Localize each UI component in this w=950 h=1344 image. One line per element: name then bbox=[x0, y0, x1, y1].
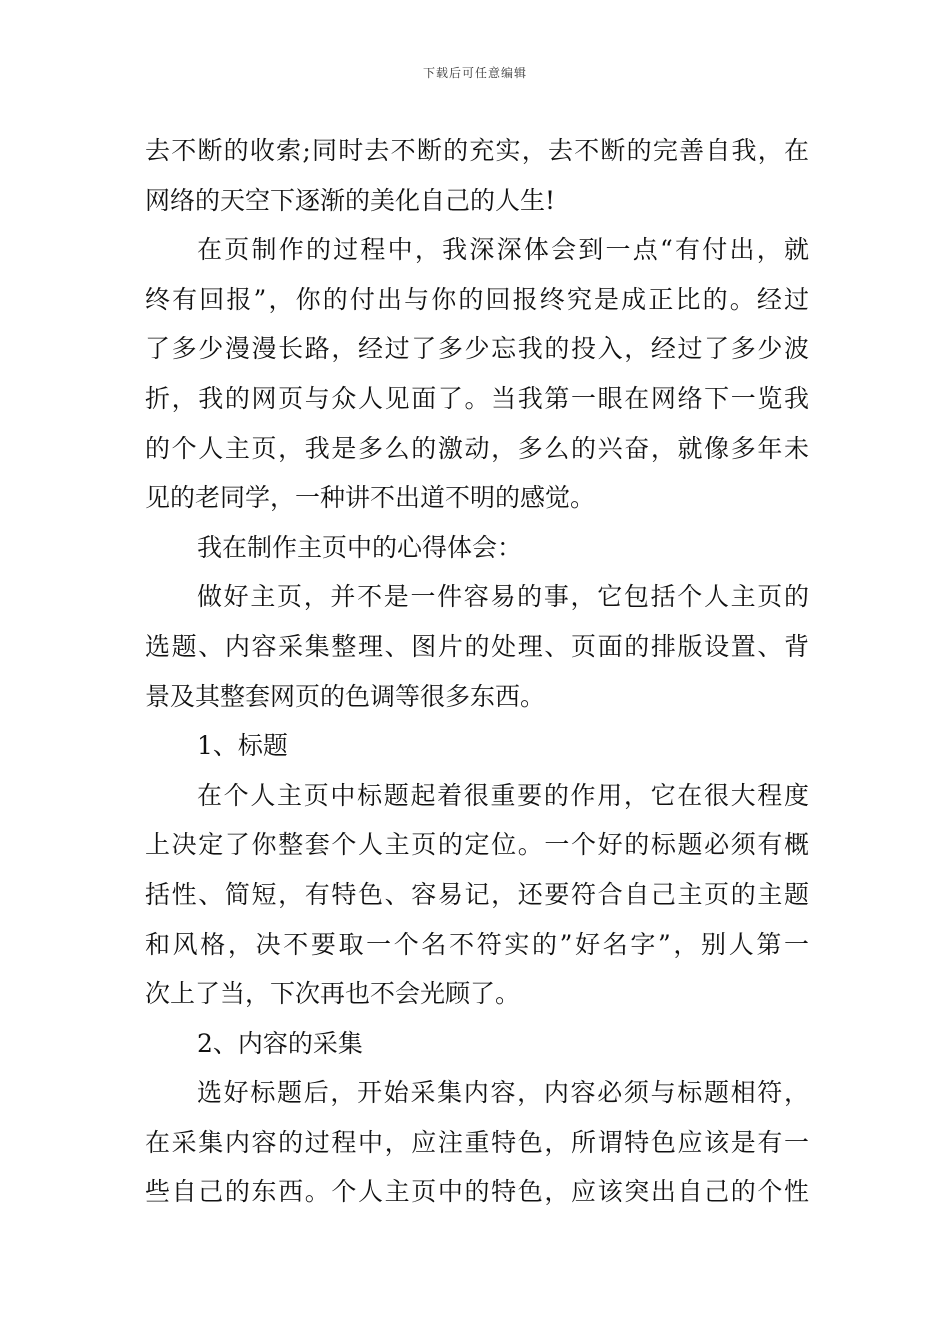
text-line-17: 和风格，决不要取一个名不符实的”好名字”，别人第一 bbox=[145, 929, 809, 959]
text-line-1: 去不断的收索;同时去不断的充实，去不断的完善自我，在 bbox=[145, 136, 809, 165]
text-line-9: 我在制作主页中的心得体会： bbox=[197, 532, 523, 562]
section-heading-title: 1、标题 bbox=[197, 731, 288, 761]
text-line-8: 见的老同学，一种讲不出道不明的感觉。 bbox=[145, 483, 596, 513]
text-line-4: 终有回报”，你的付出与你的回报终究是成正比的。经过 bbox=[145, 284, 809, 314]
text-line-22: 些自己的东西。个人主页中的特色，应该突出自己的个性 bbox=[145, 1177, 809, 1207]
text-line-12: 景及其整套网页的色调等很多东西。 bbox=[145, 681, 546, 711]
text-line-3: 在页制作的过程中，我深深体会到一点“有付出，就 bbox=[197, 235, 809, 265]
text-line-20: 选好标题后，开始采集内容，内容必须与标题相符， bbox=[197, 1078, 809, 1108]
text-line-18: 次上了当，下次再也不会光顾了。 bbox=[145, 979, 521, 1009]
text-line-15: 上决定了你整套个人主页的定位。一个好的标题必须有概 bbox=[145, 830, 809, 860]
text-line-10: 做好主页，并不是一件容易的事，它包括个人主页的 bbox=[197, 582, 809, 612]
text-line-14: 在个人主页中标题起着很重要的作用，它在很大程度 bbox=[197, 780, 809, 810]
header-note: 下载后可任意编辑 bbox=[422, 66, 527, 80]
section-heading-content-collection: 2、内容的采集 bbox=[197, 1028, 363, 1058]
text-line-11: 选题、内容采集整理、图片的处理、页面的排版设置、背 bbox=[145, 631, 809, 661]
body-text bbox=[145, 126, 809, 1217]
text-line-6: 折，我的网页与众人见面了。当我第一眼在网络下一览我 bbox=[145, 383, 809, 413]
text-line-16: 括性、简短，有特色、容易记，还要符合自己主页的主题 bbox=[145, 879, 809, 909]
text-line-2: 网络的天空下逐渐的美化自己的人生! bbox=[145, 185, 556, 215]
text-line-7: 的个人主页，我是多么的激动，多么的兴奋，就像多年未 bbox=[145, 433, 809, 463]
text-line-21: 在采集内容的过程中，应注重特色，所谓特色应该是有一 bbox=[145, 1127, 809, 1157]
text-line-5: 了多少漫漫长路，经过了多少忘我的投入，经过了多少波 bbox=[145, 334, 809, 364]
